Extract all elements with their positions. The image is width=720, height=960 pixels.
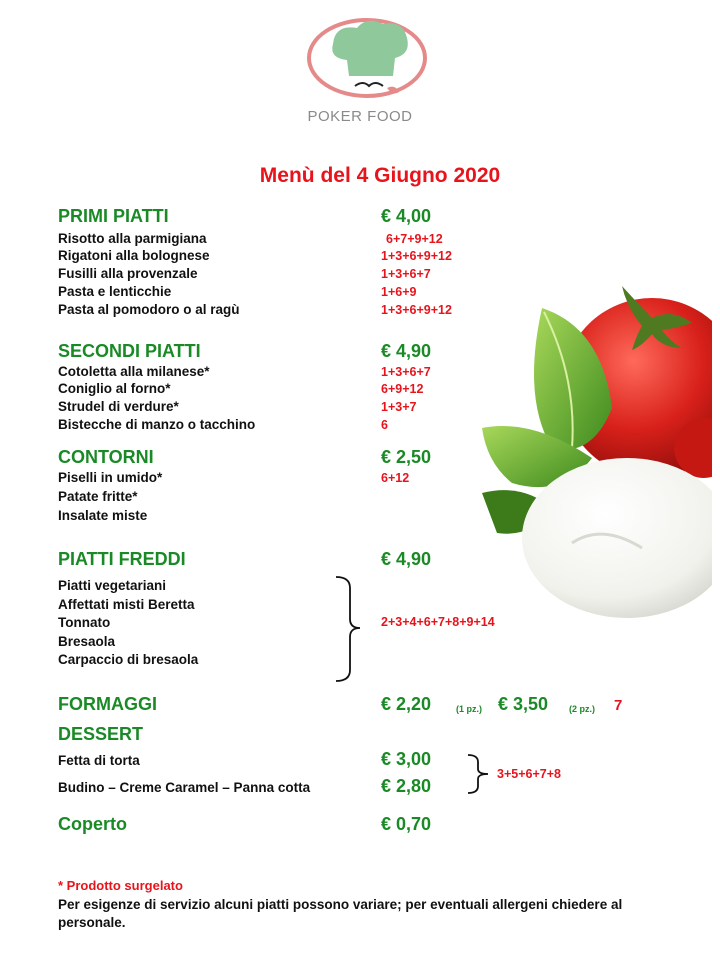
menu-item: Insalate miste bbox=[58, 508, 148, 523]
primi-price: € 4,00 bbox=[381, 206, 432, 226]
formaggi-price-1: € 2,20 bbox=[381, 694, 432, 714]
frozen-product-note: * Prodotto surgelato bbox=[58, 878, 183, 893]
brand-name: POKER FOOD bbox=[307, 108, 413, 125]
dessert-price: € 3,00 bbox=[381, 749, 432, 769]
freddi-price: € 4,90 bbox=[381, 549, 432, 569]
caprese-food-image bbox=[482, 268, 712, 638]
formaggi-heading: FORMAGGI bbox=[58, 694, 157, 714]
service-note: Per esigenze di servizio alcuni piatti possono variare; per eventuali allergeni chiedere al personale. bbox=[58, 897, 623, 930]
menu-item: Fetta di torta bbox=[58, 753, 140, 768]
menu-item: Bistecche di manzo o tacchino bbox=[58, 417, 256, 432]
menu-item: Carpaccio di bresaola bbox=[58, 652, 199, 667]
menu-item: Cotoletta alla milanese* bbox=[58, 364, 210, 379]
formaggi-price-2: € 3,50 bbox=[498, 694, 549, 714]
allergen-codes: 6 bbox=[381, 418, 388, 432]
dessert-heading: DESSERT bbox=[58, 724, 144, 744]
allergen-codes: 6+7+9+12 bbox=[386, 232, 443, 246]
contorni-heading: CONTORNI bbox=[58, 447, 154, 467]
menu-item: Piatti vegetariani bbox=[58, 578, 167, 593]
chef-hat-logo-icon bbox=[305, 14, 435, 106]
menu-item: Risotto alla parmigiana bbox=[58, 231, 207, 246]
menu-item: Pasta e lenticchie bbox=[58, 284, 172, 299]
menu-item: Affettati misti Beretta bbox=[58, 597, 195, 612]
menu-title: Menù del 4 Giugno 2020 bbox=[259, 164, 501, 187]
allergen-codes: 1+3+7 bbox=[381, 400, 417, 414]
primi-heading: PRIMI PIATTI bbox=[58, 206, 169, 226]
menu-item: Patate fritte* bbox=[58, 489, 138, 504]
coperto-price: € 0,70 bbox=[381, 814, 432, 834]
coperto-heading: Coperto bbox=[58, 814, 127, 834]
menu-item: Tonnato bbox=[58, 615, 111, 630]
menu-item: Budino – Creme Caramel – Panna cotta bbox=[58, 780, 311, 795]
formaggi-qty-2: (2 pz.) bbox=[569, 704, 595, 714]
allergen-codes: 1+3+6+9+12 bbox=[381, 303, 452, 317]
formaggi-qty-1: (1 pz.) bbox=[456, 704, 482, 714]
allergen-codes: 7 bbox=[614, 697, 623, 714]
allergen-codes: 1+3+6+7 bbox=[381, 365, 431, 379]
secondi-heading: SECONDI PIATTI bbox=[58, 341, 201, 361]
freddi-heading: PIATTI FREDDI bbox=[58, 549, 186, 569]
contorni-price: € 2,50 bbox=[381, 447, 432, 467]
menu-item: Strudel di verdure* bbox=[58, 399, 179, 414]
allergen-codes: 1+3+6+7 bbox=[381, 267, 431, 281]
menu-item: Fusilli alla provenzale bbox=[58, 266, 198, 281]
allergen-codes: 6+9+12 bbox=[381, 382, 424, 396]
allergen-codes: 3+5+6+7+8 bbox=[497, 767, 561, 781]
allergen-codes: 1+6+9 bbox=[381, 285, 417, 299]
menu-item: Piselli in umido* bbox=[58, 470, 163, 485]
allergen-codes: 2+3+4+6+7+8+9+14 bbox=[381, 615, 495, 629]
allergen-codes: 1+3+6+9+12 bbox=[381, 249, 452, 263]
menu-item: Coniglio al forno* bbox=[58, 381, 171, 396]
group-brace-icon bbox=[466, 753, 494, 795]
menu-item: Rigatoni alla bolognese bbox=[58, 248, 210, 263]
secondi-price: € 4,90 bbox=[381, 341, 432, 361]
group-brace-icon bbox=[334, 574, 364, 684]
allergen-codes: 6+12 bbox=[381, 471, 410, 485]
menu-item: Pasta al pomodoro o al ragù bbox=[58, 302, 240, 317]
menu-item: Bresaola bbox=[58, 634, 116, 649]
dessert-price: € 2,80 bbox=[381, 776, 432, 796]
